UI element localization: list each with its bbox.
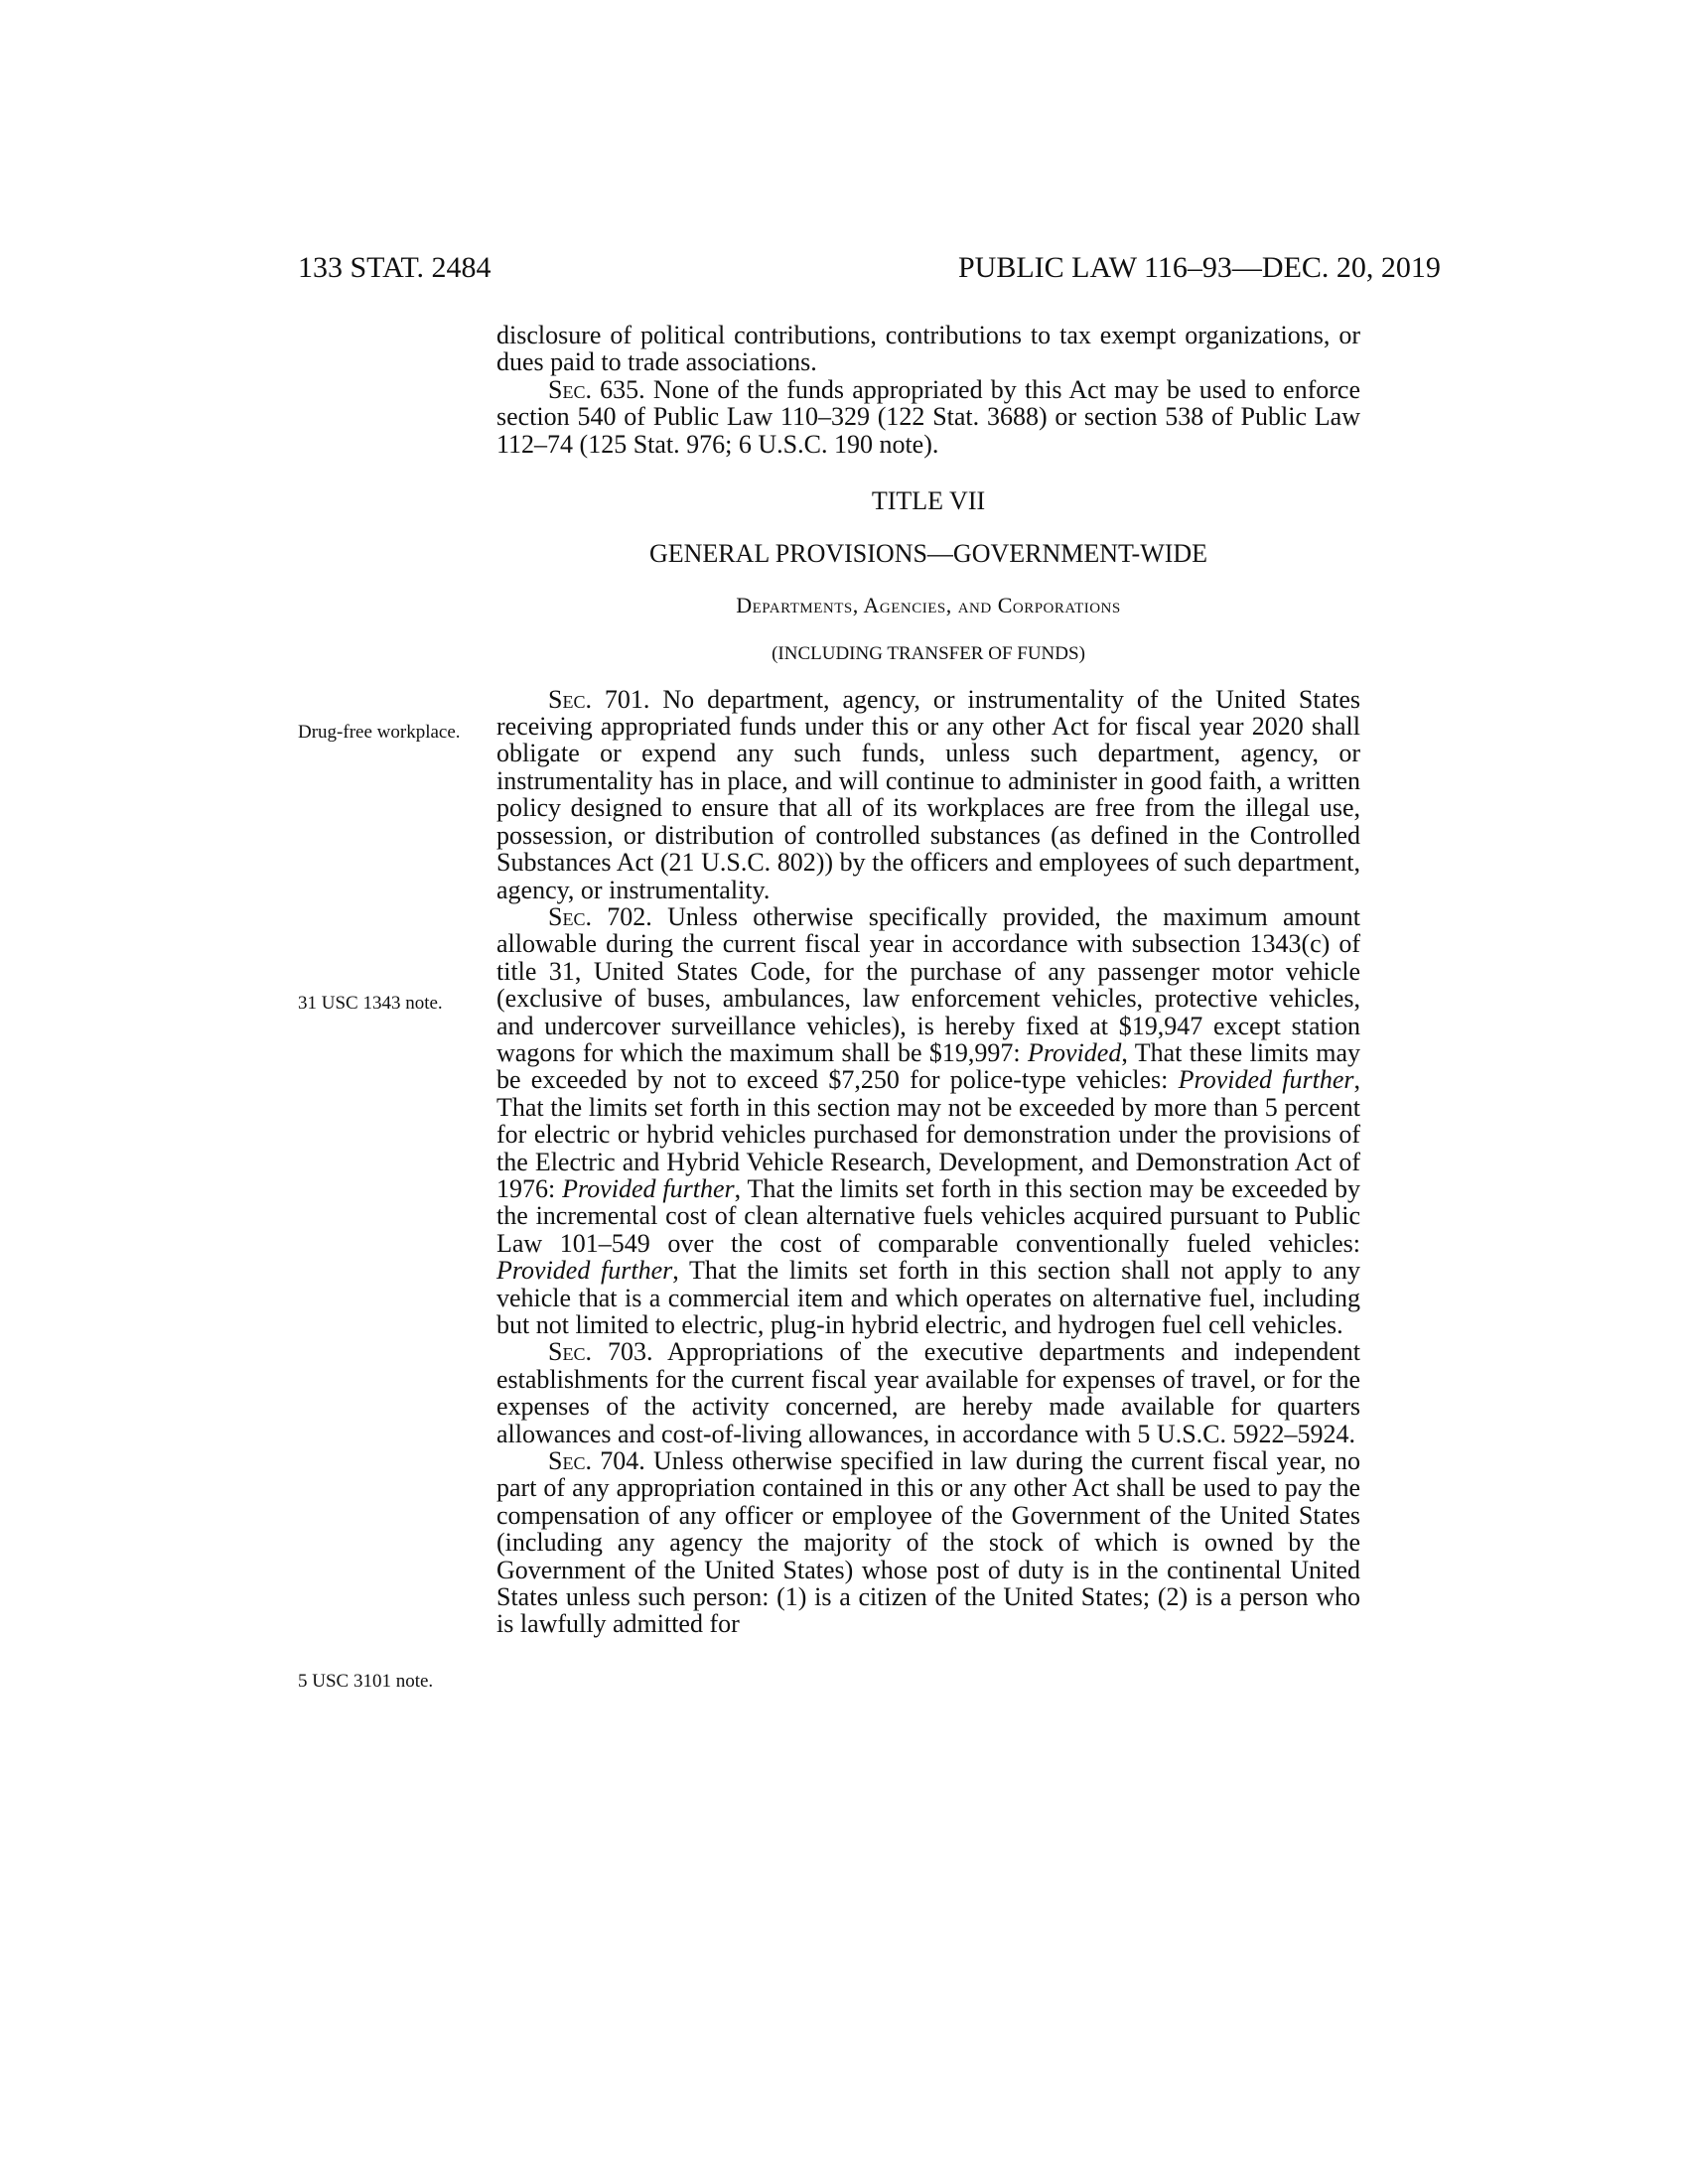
continuation-paragraph: disclosure of political contributions, contributions to tax exempt organizations, or dues paid to trade associations. xyxy=(496,321,1360,377)
section-label: Sec. 701. xyxy=(548,684,650,714)
proviso-italic: Provided further xyxy=(1178,1065,1354,1095)
section-text: Unless otherwise specifically provided, the maximum amount allowable during the current fiscal year in accordance with subsection 1343(c) of title 31, United States Code, for the purchase of any passenger motor vehicle (exclusive of buses, ambulances, law enforcement vehicles, protective vehicles, and undercover surveillance vehicles), is hereby fixed at $19,947 except station wagons for which the maximum shall be $19,997: xyxy=(496,901,1360,1067)
proviso-italic: Provided xyxy=(1027,1037,1122,1067)
page-header xyxy=(298,248,1441,288)
section-label: Sec. 703. xyxy=(548,1337,653,1367)
proviso-italic: Provided further xyxy=(496,1256,673,1286)
section-text: , That the limits set forth in this section may not be exceeded by more than 5 percent for electric or hybrid vehicles purchased for demonstration under the provisions of the Electric and Hybrid Vehicle Research, Development, and Demonstration Act of 1976: xyxy=(496,1065,1360,1203)
section-text: , That the limits set forth in this section shall not apply to any vehicle that is a commercial item and which operates on alternative fuel, including but not limited to electric, plug-in hybrid electric, and hydrogen fuel cell vehicles. xyxy=(496,1256,1360,1339)
margin-note-5-usc-3101: 5 USC 3101 note. xyxy=(298,1671,434,1692)
title-heading: TITLE VII xyxy=(871,486,986,516)
section-text: , That these limits may be exceeded by not to exceed $7,250 for police-type vehicles: xyxy=(496,1037,1360,1095)
proviso-italic: Provided further xyxy=(562,1173,735,1203)
general-provisions-heading: GENERAL PROVISIONS—GOVERNMENT-WIDE xyxy=(648,539,1208,569)
section-635 xyxy=(496,376,1360,458)
margin-note-drug-free-workplace: Drug-free workplace. xyxy=(298,722,461,743)
section-text: Unless otherwise specified in law during the current fiscal year, no part of any appropriation contained in this or any other Act shall be used to pay the compensation of any officer or employee of the Government of the United States (including any agency the majority of the stock of which is owned by the Government of the United States) whose post of duty is in the continental United States unless such person: (1) is a citizen of the United States; (2) is a person who is lawfully admitted for xyxy=(496,1446,1361,1639)
section-text: No department, agency, or instrumentality of the United States receiving appropriated funds under this or any other Act for fiscal year 2020 shall obligate or expend any such funds, unless such department, agency, or instrumentality has in place, and will continue to administer in good faith, a written policy designed to ensure that all of its workplaces are free from the illegal use, possession, or distribution of controlled substances (as defined in the Controlled Substances Act (21 U.S.C. 802)) by the officers and employees of such department, agency, or instrumentality. xyxy=(496,684,1361,904)
section-text: , That the limits set forth in this section may be exceeded by the incremental cost of clean alternative fuels vehicles acquired pursuant to Public Law 101–549 over the cost of comparable conventionally fueled vehicles: xyxy=(496,1173,1360,1258)
section-label: Sec. 635. xyxy=(548,374,645,404)
section-text: Appropriations of the executive departments and independent establishments for the current fiscal year available for expenses of travel, or for the expenses of the activity concerned, are hereby made available for quarters allowances and cost-of-living allowances, in accordance with 5 U.S.C. 5922–5924. xyxy=(496,1337,1360,1448)
main-text-column xyxy=(496,322,1360,1638)
section-701 xyxy=(496,686,1360,903)
running-head-law-title: PUBLIC LAW 116–93—DEC. 20, 2019 xyxy=(958,251,1441,284)
margin-note-31-usc-1343: 31 USC 1343 note. xyxy=(298,993,443,1014)
section-702 xyxy=(496,903,1360,1339)
transfer-of-funds-heading: (INCLUDING TRANSFER OF FUNDS) xyxy=(772,643,1085,665)
departments-heading: Departments, Agencies, and Corporations xyxy=(736,592,1121,617)
section-703 xyxy=(496,1338,1360,1447)
section-label: Sec. 704. xyxy=(548,1446,645,1476)
section-label: Sec. 702. xyxy=(548,901,652,931)
section-text: None of the funds appropriated by this Act may be used to enforce section 540 of Public Law 110–329 (122 Stat. 3688) or section 538 of Public Law 112–74 (125 Stat. 976; 6 U.S.C. 190 note). xyxy=(496,374,1360,459)
stat-page-number: 133 STAT. 2484 xyxy=(298,251,492,284)
section-704 xyxy=(496,1447,1360,1638)
